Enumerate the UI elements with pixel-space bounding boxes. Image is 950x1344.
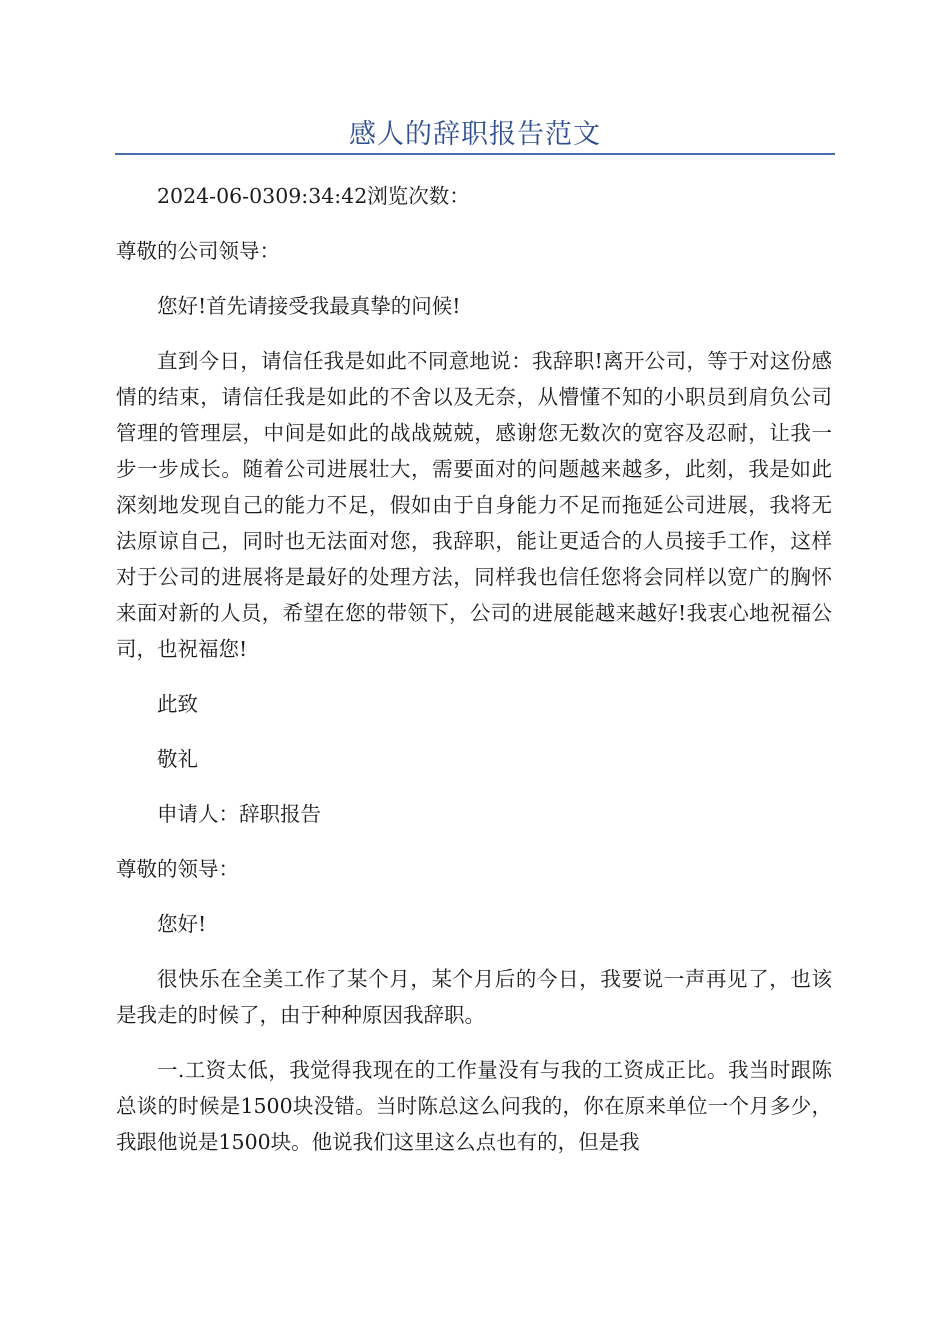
document-title: 感人的辞职报告范文 <box>349 119 601 150</box>
body-paragraph-2: 很快乐在全美工作了某个月，某个月后的今日，我要说一声再见了，也该是我走的时候了，由于种种原因我辞职。 <box>116 967 832 1027</box>
salutation-2: 尊敬的领导： <box>116 857 239 881</box>
title-underline <box>115 153 835 155</box>
salutation-1: 尊敬的公司领导： <box>116 239 280 263</box>
document-body <box>116 178 832 1179</box>
body-paragraph-3: 一.工资太低，我觉得我现在的工作量没有与我的工资成正比。我当时跟陈总谈的时候是1500块没错。当时陈总这么问我的，你在原来单位一个月多少，我跟他说是1500块。他说我们这里这么点也有的，但是我 <box>116 1058 832 1154</box>
applicant-line: 申请人：辞职报告 <box>157 802 321 826</box>
closing-1: 此致 <box>157 692 198 716</box>
body-paragraph-1: 直到今日，请信任我是如此不同意地说：我辞职!离开公司，等于对这份感情的结束，请信任我是如此的不舍以及无奈，从懵懂不知的小职员到肩负公司管理的管理层，中间是如此的战战兢兢，感谢您无数次的宽容及忍耐，让我一步一步成长。随着公司进展壮大，需要面对的问题越来越多，此刻，我是如此深刻地发现自己的能力不足，假如由于自身能力不足而拖延公司进展，我将无法原谅自己，同时也无法面对您，我辞职，能让更适合的人员接手工作，这样对于公司的进展将是最好的处理方法，同样我也信任您将会同样以宽广的胸怀来面对新的人员，希望在您的带领下，公司的进展能越来越好!我衷心地祝福公司，也祝福您! <box>116 349 832 661</box>
meta-line: 2024-06-0309:34:42浏览次数： <box>157 184 470 208</box>
greeting-1: 您好!首先请接受我最真挚的问候! <box>157 294 461 318</box>
closing-2: 敬礼 <box>157 747 198 771</box>
greeting-2: 您好! <box>157 912 207 936</box>
